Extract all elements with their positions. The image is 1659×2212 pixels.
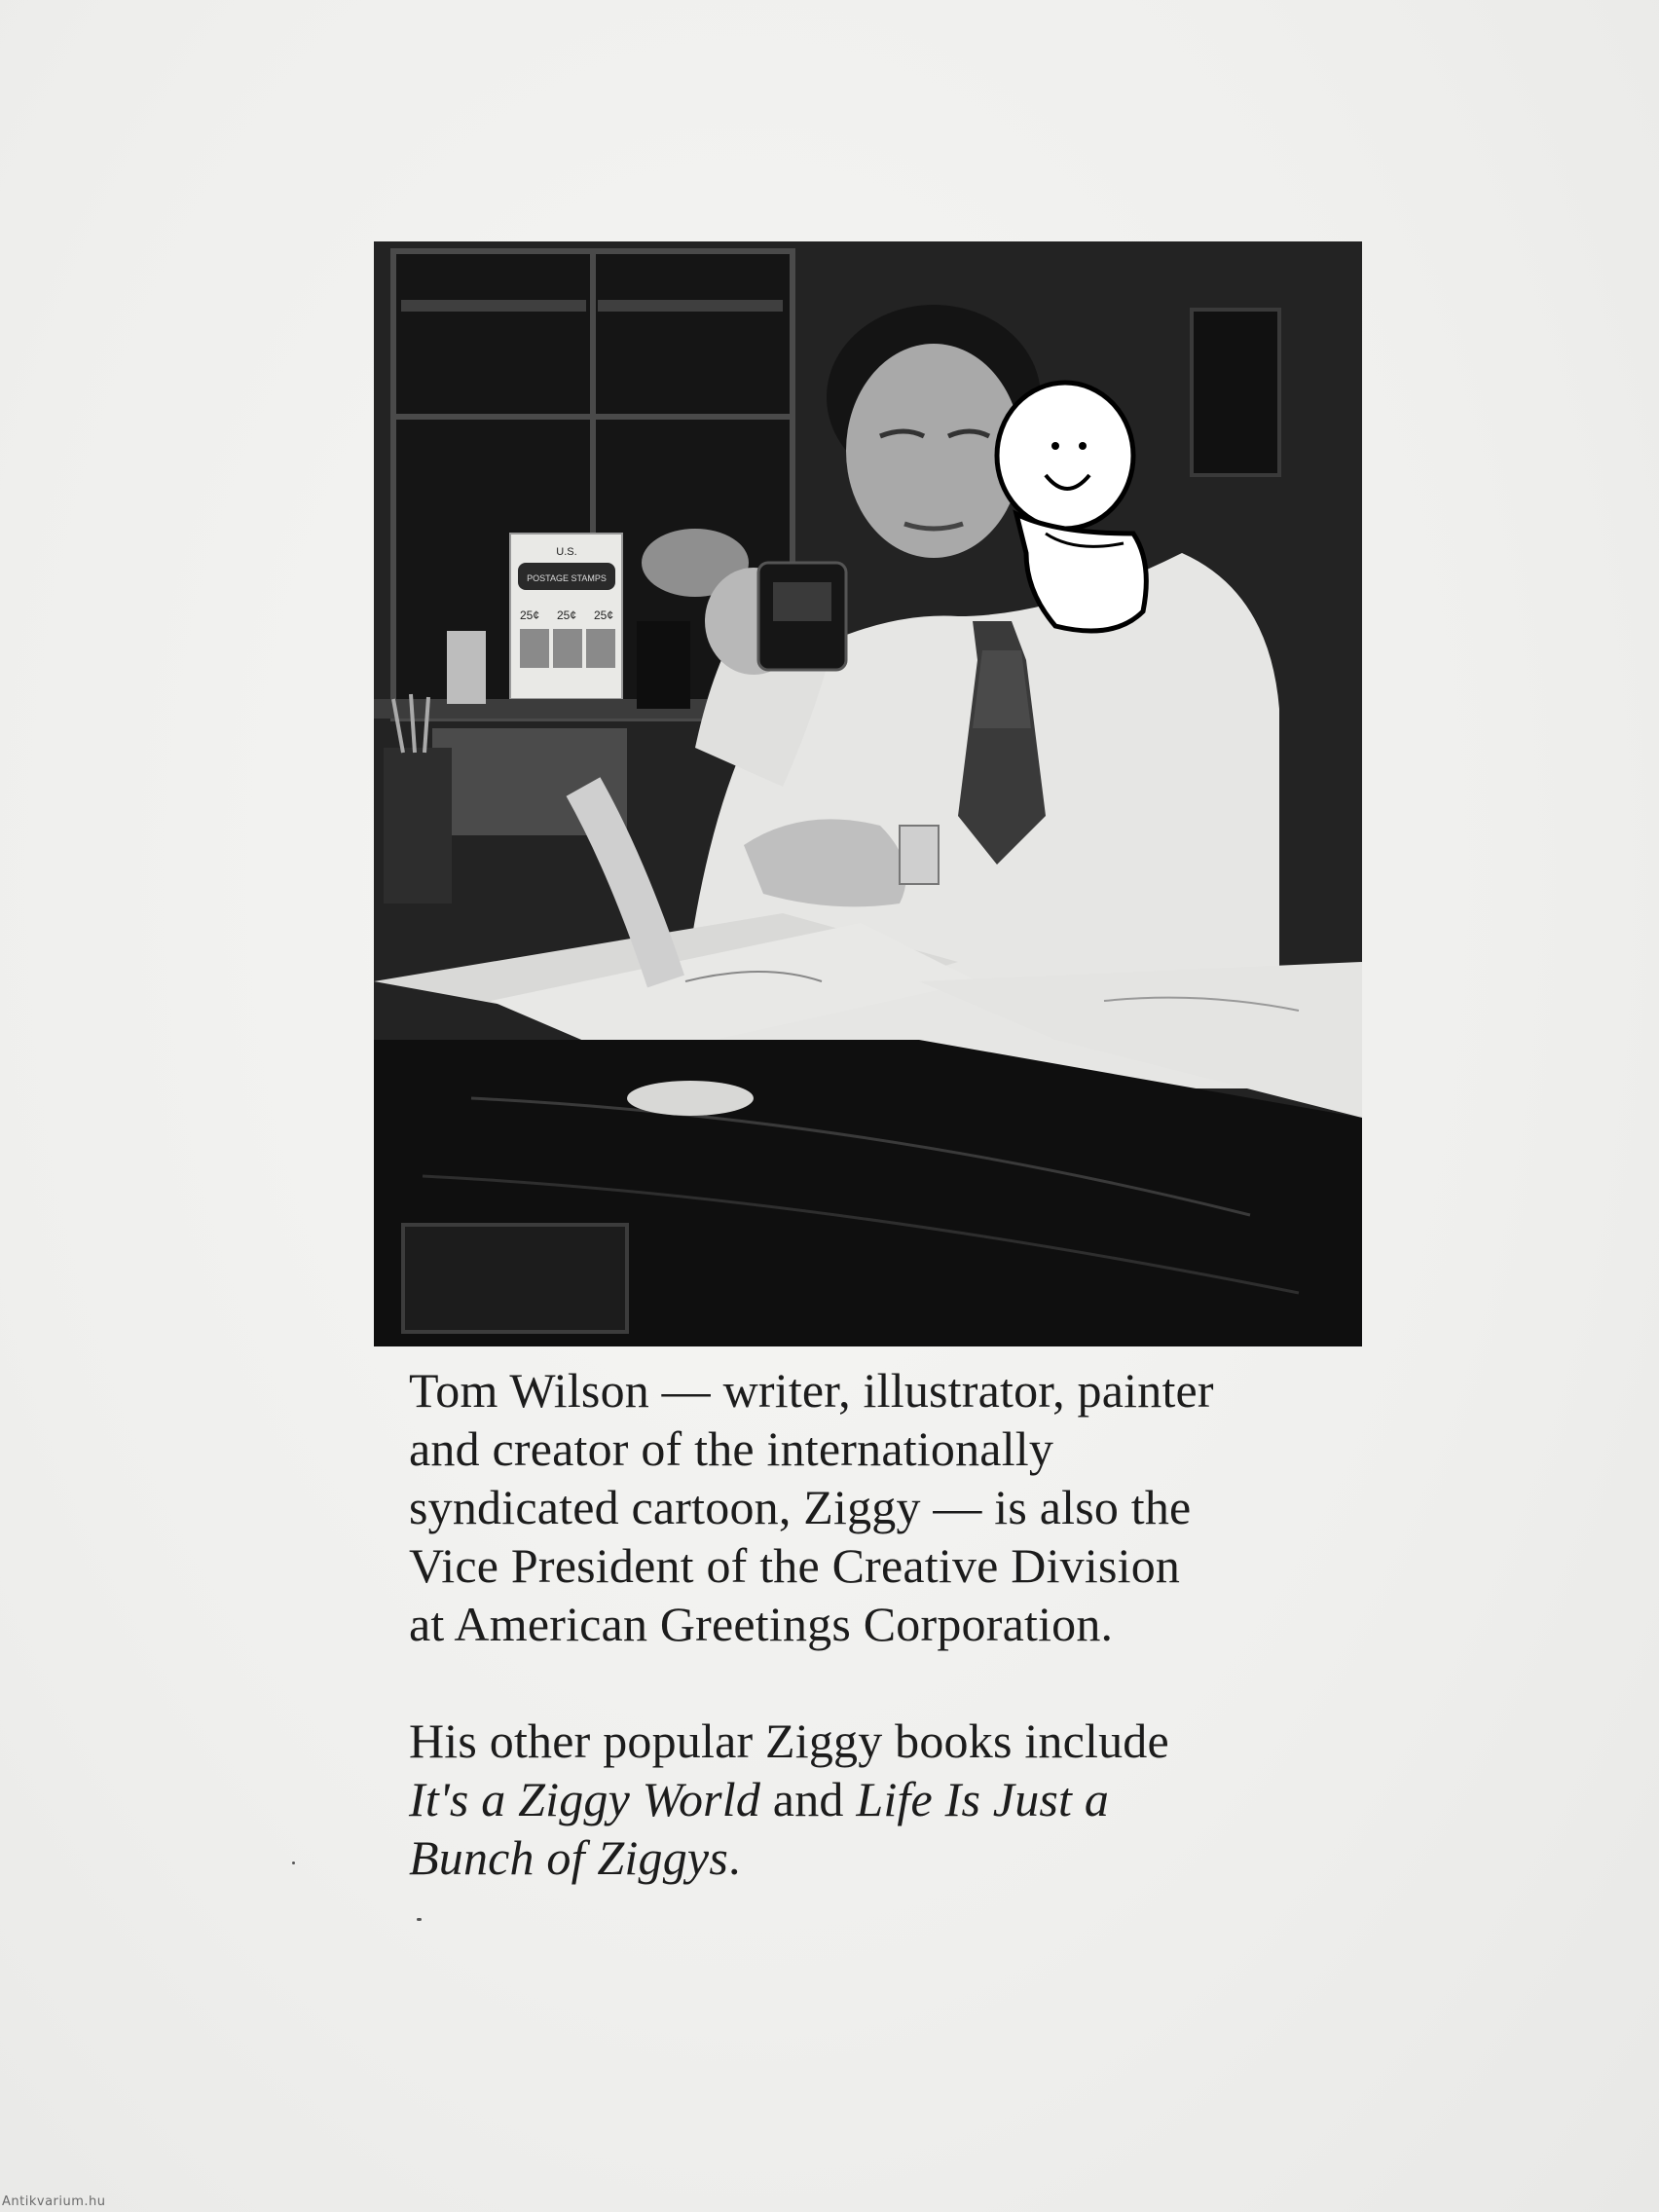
postage-stamp-sign xyxy=(510,534,622,699)
author-photo xyxy=(374,241,1362,1346)
caption-joiner: and xyxy=(760,1772,857,1826)
author-caption xyxy=(409,1361,1363,1887)
stamp-sign-line-2: POSTAGE STAMPS xyxy=(527,573,607,583)
caption-line xyxy=(409,1770,1363,1828)
caption-line xyxy=(409,1828,1363,1887)
stamp-sign-line-1: U.S. xyxy=(556,546,577,558)
caption-paragraph-1 xyxy=(409,1361,1363,1653)
caption-line: Tom Wilson — writer, illustrator, painter xyxy=(409,1363,1214,1418)
caption-line: at American Greetings Corporation. xyxy=(409,1597,1114,1651)
book-title-2-part-1: Life Is Just a xyxy=(856,1772,1110,1826)
author-photo-illustration xyxy=(374,241,1362,1346)
paper-speck xyxy=(417,1918,422,1921)
stamp-price-1: 25¢ xyxy=(519,608,540,622)
stamp-price-3: 25¢ xyxy=(593,608,614,622)
caption-line: syndicated cartoon, Ziggy — is also the xyxy=(409,1480,1192,1534)
paper-speck xyxy=(292,1862,295,1864)
caption-line: and creator of the internationally xyxy=(409,1421,1054,1476)
book-title-1: It's a Ziggy World xyxy=(409,1772,761,1826)
caption-line: His other popular Ziggy books include xyxy=(409,1714,1169,1768)
stamp-price-2: 25¢ xyxy=(556,608,577,622)
watermark: Antikvarium.hu xyxy=(2,2194,106,2209)
caption-end: . xyxy=(727,1830,741,1885)
caption-line: Vice President of the Creative Division xyxy=(409,1538,1181,1593)
caption-paragraph-2 xyxy=(409,1712,1363,1887)
book-title-2-part-2: Bunch of Ziggys xyxy=(409,1830,728,1885)
